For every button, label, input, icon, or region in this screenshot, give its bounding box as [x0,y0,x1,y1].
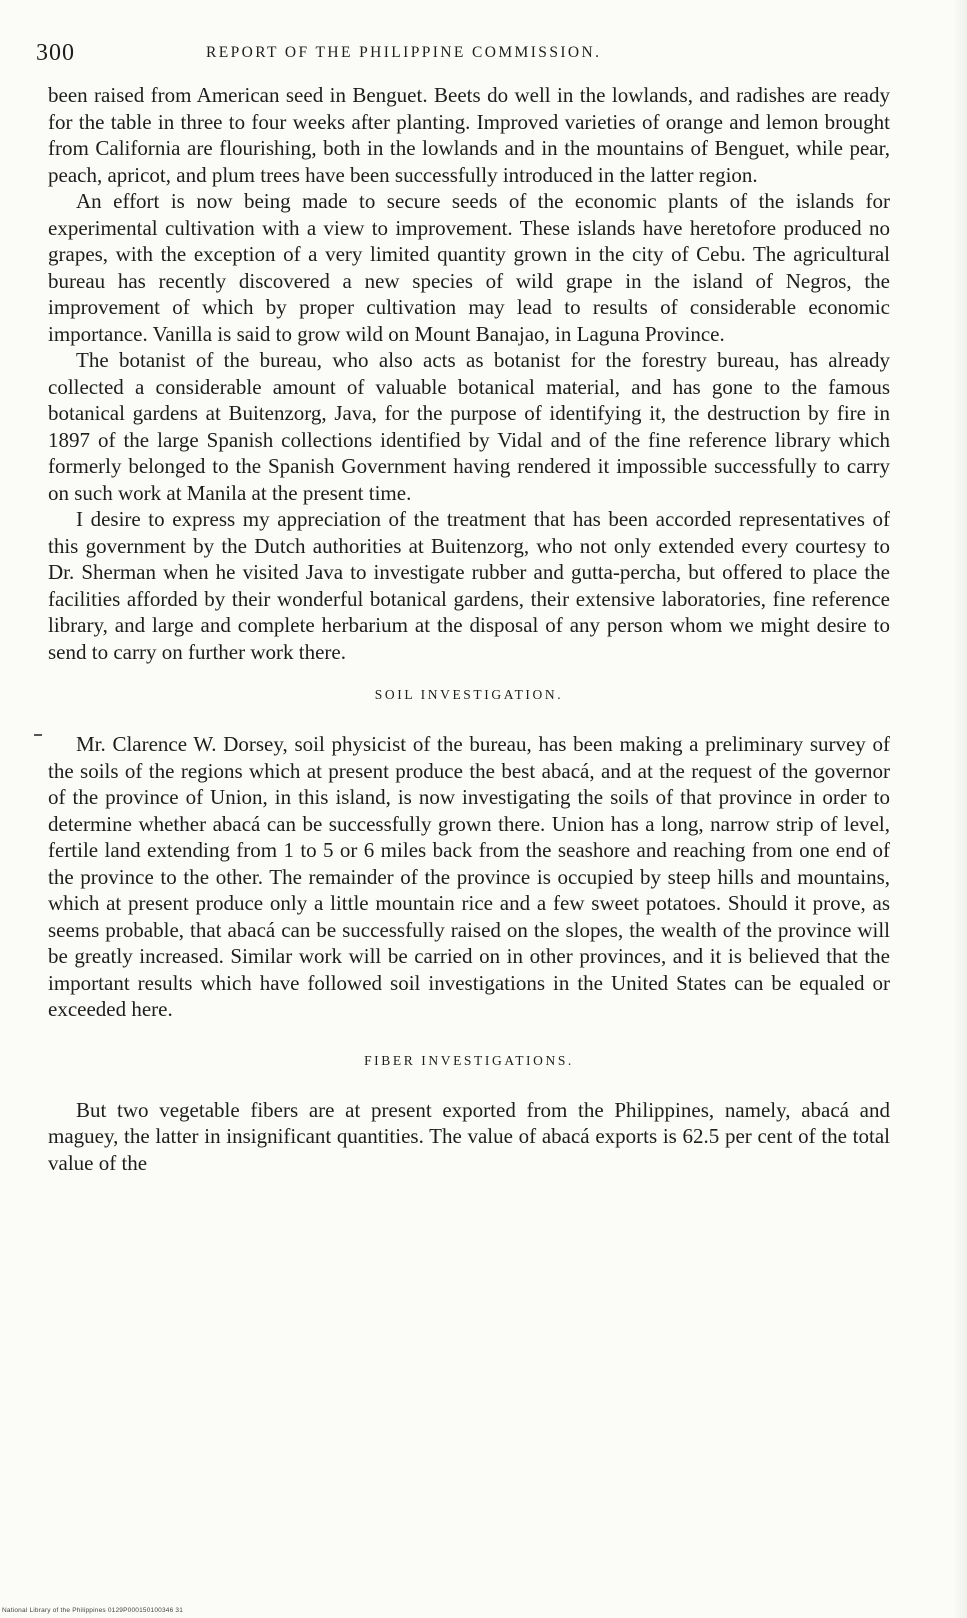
margin-mark [34,734,42,736]
heading-soil-investigation: SOIL INVESTIGATION. [374,687,564,702]
paragraph-economic-plants: An effort is now being made to secure seeds of the economic plants of the islands for experimental cultivation with a view to improvement. These islands have heretofore produced no grapes, with the exception of a very limited quantity grown in the city of Cebu. The agricultural bureau has recently discovered a new species of wild grape in the island of Negros, the improvement of which by proper cultivation may lead to results of considerable economic importance. Vanilla is said to grow wild on Mount Banajao, in Laguna Province. [48,189,890,346]
scan-footer: National Library of the Philippines 0129P000150100346 31 [2,1607,184,1614]
running-head: REPORT OF THE PHILIPPINE COMMISSION. [206,44,602,61]
heading-fiber-investigations: FIBER INVESTIGATIONS. [364,1052,574,1068]
paragraph-continued: been raised from American seed in Benguet. Beets do well in the lowlands, and radishes are ready for the table in three to four weeks after planting. Improved varieties of orange and lemon brought from California are flourishing, both in the lowlands and in the mountains of Benguet, while pear, peach, apricot, and plum trees have been successfully introduced in the latter region. [48,83,890,187]
body-text [48,82,890,1176]
paragraph-appreciation: I desire to express my appreciation of the treatment that has been accorded representatives of this government by the Dutch authorities at Buitenzorg, who not only extended every courtesy to Dr. Sherman when he visited Java to investigate rubber and gutta-percha, but offered to place the facilities afforded by their wonderful botanical gardens, their extensive laboratories, fine reference library, and large and complete herbarium at the disposal of any person whom we might desire to send to carry on further work there. [48,507,890,664]
page-header [36,38,916,78]
paragraph-soil-survey: Mr. Clarence W. Dorsey, soil physicist of the bureau, has been making a preliminary survey of the soils of the regions which at present produce the best abacá, and at the request of the governor of the province of Union, in this island, is now investigating the soils of that province in order to determine whether abacá can be successfully grown there. Union has a long, narrow strip of level, fertile land extending from 1 to 5 or 6 miles back from the seashore and reaching from one end of the province to the other. The remainder of the province is occupied by steep hills and mountains, which at present produce only a little mountain rice and a few sweet potatoes. Should it prove, as seems probable, that abacá can be successfully raised on the slopes, the wealth of the province will be greatly increased. Similar work will be carried on in other provinces, and it is believed that the important results which have followed soil investigations in the United States can be equaled or exceeded here. [48,732,890,1021]
paragraph-fiber-exports: But two vegetable fibers are at present exported from the Philippines, namely, abacá and maguey, the latter in insignificant quantities. The value of abacá exports is 62.5 per cent of the total value of the [48,1097,890,1175]
scan-shadow [953,0,967,1618]
page-number: 300 [36,40,75,66]
paragraph-botanist: The botanist of the bureau, who also acts as botanist for the forestry bureau, has already collected a considerable amount of valuable botanical material, and has gone to the famous botanical gardens at Buitenzorg, Java, for the purpose of identifying it, the destruction by fire in 1897 of the large Spanish collections identified by Vidal and of the fine reference library which formerly belonged to the Spanish Government having rendered it impossible successfully to carry on such work at Manila at the present time. [48,348,890,505]
